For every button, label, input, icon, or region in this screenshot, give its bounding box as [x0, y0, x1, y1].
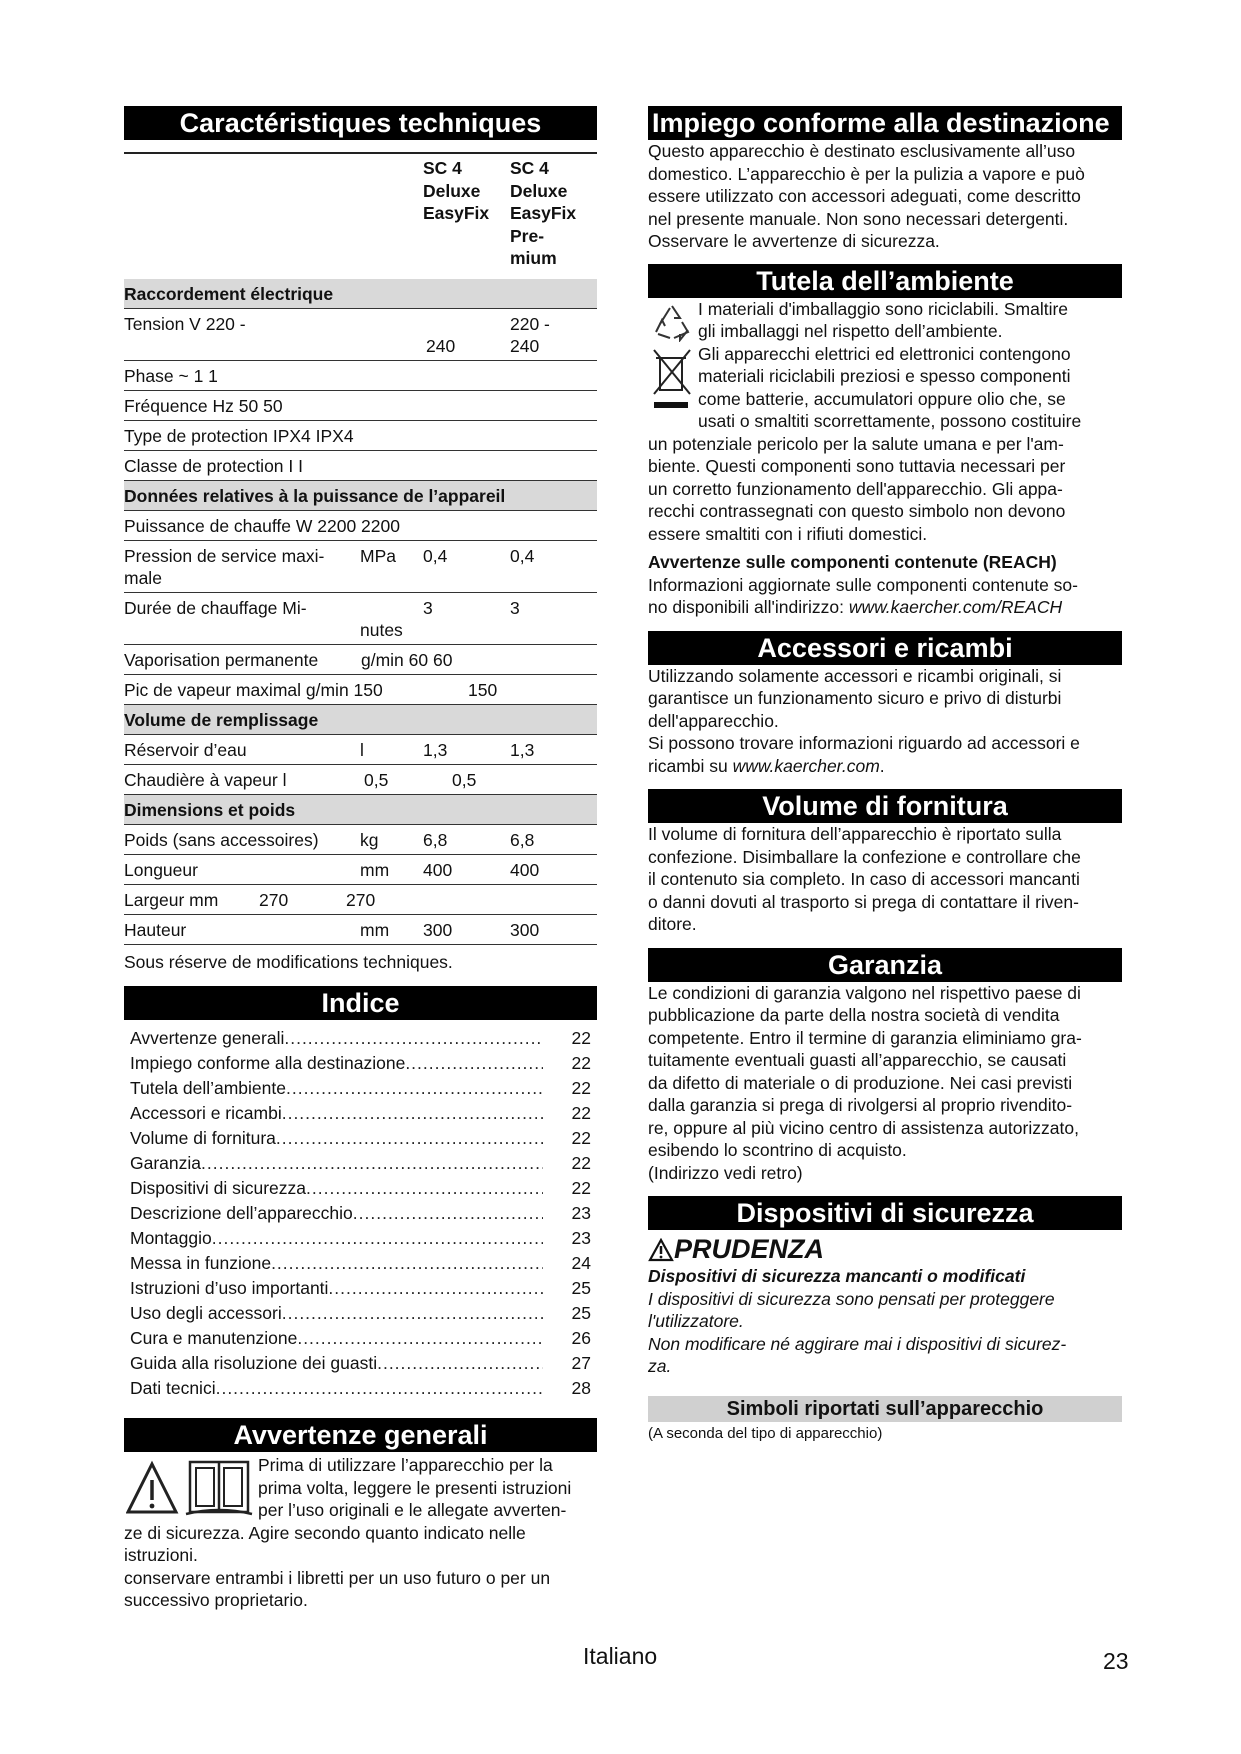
toc-item[interactable]: Descrizione dell’apparecchio ..... 23	[130, 1201, 597, 1226]
specs-table	[124, 152, 597, 945]
dispositivi-title: Dispositivi di sicurezza	[648, 1196, 1122, 1230]
warning-manual-icon	[126, 1458, 256, 1520]
toc-leader	[271, 1251, 543, 1276]
right-column: Impiego conforme alla destinazione Questo apparecchio è destinato esclusivamente all’uso domestico. L’apparecchio è per la pulizia a vapore e può essere utilizzato con accessori adeguati, come descritto nel presente manuale. Non sono necessari detergenti. Osservare le avvertenze di sicurezza. Tutela dell’ambiente I materiali d'imballaggio sono riciclabili. Smaltire gli imballaggi nel rispetto dell’ambiente. Gli apparecchi elettrici ed elettronici contengono materiali riciclabili preziosi e spesso componenti come batterie, accumulatori oppure olio che, se usati o smaltiti scorrettamente, possono costituire un potenziale pericolo per la salute umana e per l'am- biente. Questi componenti sono tuttavia necessari per un corretto funzionamento dell'apparecchio. Gli appa- recchi contrassegnati con questo simbolo non devono essere smaltiti con i rifiuti domestici. Avvertenze sulle componenti contenute (REACH) Informazioni aggiornate sulle componenti contenute so- no disponibili all'indirizzo: www.kaercher.com/REACH Accessori e ricambi Utilizzando solamente accessori e ricambi originali, si garantisce un funzionamento sicuro e privo di disturbi dell'apparecchio. Si possono trovare informazioni riguardo ad accessori e ricambi su www.kaercher.com. Volume di fornitura Il volume di fornitura dell’apparecchio è riportato sulla confezione. Disimballare la confezione e controllare che il contenuto sia completo. In caso di accessori mancanti o danni dovuti al trasporto si prega di contattare il riven- ditore. Garanzia Le condizioni di garanzia valgono nel rispettivo paese di pubblicazione da parte della nostra società di vendita competente. Entro il termine di garanzia eliminiamo gra- tuitamente eventuali guasti all’apparecchio, se causati da difetto di materiale o di produzione. Nei casi previsti dalla garanzia si prega di rivolgersi al proprio rivendito- re, oppure al più vicino centro di assistenza autorizzato, esibendo lo scontrino di acquisto. (Indirizzo vedi retro) Dispositivi di sicurezza PRUDENZA Dispositivi di sicurezza mancanti o modificati I dispositivi di sicurezza sono pensati per proteggere l'utilizzatore. Non modificare né aggirare mai i dispositivi di sicurez- za. Simboli riportati sull’apparecchio (A seconda del tipo di apparecchio)	[648, 106, 1122, 1444]
left-column	[124, 106, 597, 1612]
avvertenze-title: Avvertenze generali	[124, 1418, 597, 1452]
disp-text: I dispositivi di sicurezza sono pensati per proteggere l'utilizzatore. Non modificare né aggirare mai i dispositivi di sicurez- za.	[648, 1288, 1067, 1376]
row-duree: Durée de chauffage Mi- 3 3 nutes	[124, 593, 597, 645]
specs-note: Sous réserve de modifications techniques.	[124, 952, 453, 972]
toc-item[interactable]: Montaggio ..... 23	[130, 1226, 597, 1251]
garanzia-text: Le condizioni di garanzia valgono nel rispettivo paese di pubblicazione da parte della nostra società di vendita competente. Entro il termine di garanzia eliminiamo gra- tuitamente eventuali guasti all’apparecchio, se causati da difetto di materiale o di produzione. Nei casi previsti dalla garanzia si prega di rivolgersi al proprio rivendito- re, oppure al più vicino centro di assistenza autorizzato, esibendo lo scontrino di acquisto. (Indirizzo vedi retro)	[648, 982, 1082, 1183]
toc-leader	[276, 1126, 543, 1151]
caution-icon	[648, 1238, 674, 1262]
row-puissance: Puissance de chauffe W 2200 2200	[124, 511, 597, 541]
row-frequence: Fréquence Hz 50 50	[124, 391, 597, 421]
toc-leader	[297, 1326, 543, 1351]
toc-item[interactable]: Tutela dell’ambiente ..... 22	[130, 1076, 597, 1101]
toc-item[interactable]: Dispositivi di sicurezza ..... 22	[130, 1176, 597, 1201]
toc-item[interactable]: Messa in funzione ..... 24	[130, 1251, 597, 1276]
row-pic: Pic de vapeur maximal g/min 150 150	[124, 675, 597, 705]
row-reservoir: Réservoir d’eau l 1,3 1,3	[124, 735, 597, 765]
toc-leader	[353, 1201, 543, 1226]
specs-table-header	[124, 154, 597, 279]
toc-leader	[201, 1151, 543, 1176]
simboli-title: Simboli riportati sull’apparecchio	[648, 1396, 1122, 1422]
row-phase: Phase ~ 1 1	[124, 361, 597, 391]
row-chaudiere: Chaudière à vapeur l 0,5 0,5	[124, 765, 597, 795]
table-of-contents	[130, 1026, 597, 1401]
row-longueur: Longueur mm 400 400	[124, 855, 597, 885]
toc-item[interactable]: Impiego conforme alla destinazione ..... 22	[130, 1051, 597, 1076]
toc-item[interactable]: Istruzioni d’uso importanti ..... 25	[130, 1276, 597, 1301]
toc-leader	[212, 1226, 543, 1251]
footer-language: Italiano	[583, 1643, 658, 1669]
toc-item[interactable]: Garanzia ..... 22	[130, 1151, 597, 1176]
toc-leader	[405, 1051, 543, 1076]
row-pression: Pression de service maxi- male MPa 0,4 0,4	[124, 541, 597, 593]
section-dims: Dimensions et poids	[124, 795, 597, 825]
tutela-title: Tutela dell’ambiente	[648, 264, 1122, 298]
row-vaporisation: Vaporisation permanente g/min 60 60	[124, 645, 597, 675]
toc-leader	[286, 1076, 543, 1101]
toc-item[interactable]: Cura e manutenzione ..... 26	[130, 1326, 597, 1351]
recycle-icon	[650, 302, 694, 342]
volume-text: Il volume di fornitura dell’apparecchio è riportato sulla confezione. Disimballare la confezione e controllare che il contenuto sia completo. In caso di accessori mancanti o danni dovuti al trasporto si prega di contattare il riven- ditore.	[648, 824, 1081, 934]
row-hauteur: Hauteur mm 300 300	[124, 915, 597, 945]
volume-title: Volume di fornitura	[648, 789, 1122, 823]
accessori-title: Accessori e ricambi	[648, 631, 1122, 665]
section-power: Données relatives à la puissance de l’appareil	[124, 481, 597, 511]
toc-leader	[216, 1376, 543, 1401]
toc-leader	[306, 1176, 543, 1201]
kaercher-link[interactable]: www.kaercher.com	[732, 755, 880, 776]
garanzia-title: Garanzia	[648, 948, 1122, 982]
row-largeur: Largeur mm 270 270	[124, 885, 597, 915]
col1-header: SC 4 Deluxe EasyFix	[423, 158, 490, 223]
impiego-text: Questo apparecchio è destinato esclusivamente all’uso domestico. L’apparecchio è per la pulizia a vapore e può essere utilizzato con accessori adeguati, come descritto nel presente manuale. Non sono necessari detergenti. Osservare le avvertenze di sicurezza.	[648, 141, 1085, 251]
col2-header: SC 4 Deluxe EasyFix Pre- mium	[510, 158, 577, 268]
toc-leader	[377, 1351, 543, 1376]
avvertenze-block: Prima di utilizzare l’apparecchio per la prima volta, leggere le presenti istruzioni per l’uso originali e le allegate avverten- ze di sicurezza. Agire secondo quanto indicato nelle istruzioni. conservare entrambi i libretti per un uso futuro o per un successivo proprietario.	[124, 1455, 572, 1610]
toc-leader	[328, 1276, 543, 1301]
indice-title: Indice	[124, 986, 597, 1020]
page-number: 23	[1103, 1648, 1129, 1674]
section-volume: Volume de remplissage	[124, 705, 597, 735]
toc-item[interactable]: Volume di fornitura ..... 22	[130, 1126, 597, 1151]
toc-leader	[282, 1101, 543, 1126]
reach-link[interactable]: www.kaercher.com/REACH	[848, 597, 1063, 617]
accessori-text: Utilizzando solamente accessori e ricambi originali, si garantisce un funzionamento sicuro e privo di disturbi dell'apparecchio. Si possono trovare informazioni riguardo ad accessori e ricambi su www.kaercher.com.	[648, 665, 1080, 776]
section-electric: Raccordement électrique	[124, 279, 597, 309]
reach-title: Avvertenze sulle componenti contenute (REACH)	[648, 552, 1057, 572]
simboli-note: (A seconda del tipo di apparecchio)	[648, 1424, 883, 1442]
prudenza-heading: PRUDENZA	[648, 1234, 1122, 1265]
toc-item[interactable]: Uso degli accessori ..... 25	[130, 1301, 597, 1326]
toc-item[interactable]: Dati tecnici ..... 28	[130, 1376, 597, 1401]
toc-item[interactable]: Avvertenze generali ..... 22	[130, 1026, 597, 1051]
specs-title: Caractéristiques techniques	[124, 106, 597, 140]
row-classe-protection: Classe de protection I I	[124, 451, 597, 481]
disp-sub: Dispositivi di sicurezza mancanti o modificati	[648, 1266, 1026, 1286]
toc-leader	[282, 1301, 543, 1326]
crossed-bin-icon	[652, 348, 692, 410]
row-tension: Tension V 220 - 220 - 240 240	[124, 309, 597, 361]
toc-item[interactable]: Accessori e ricambi ..... 22	[130, 1101, 597, 1126]
toc-leader	[284, 1026, 543, 1051]
toc-item[interactable]: Guida alla risoluzione dei guasti ..... 27	[130, 1351, 597, 1376]
row-type-protection: Type de protection IPX4 IPX4	[124, 421, 597, 451]
row-poids: Poids (sans accessoires) kg 6,8 6,8	[124, 825, 597, 855]
impiego-title: Impiego conforme alla destinazione	[648, 106, 1122, 140]
reach-url-line: no disponibili all'indirizzo: www.kaercher.com/REACH	[648, 597, 1063, 617]
tutela-block: I materiali d'imballaggio sono riciclabili. Smaltire gli imballaggi nel rispetto dell’ambiente. Gli apparecchi elettrici ed elettronici contengono materiali riciclabili preziosi e spesso componenti come batterie, accumulatori oppure olio che, se usati o smaltiti scorrettamente, possono costituire un potenziale pericolo per la salute umana e per l'am- biente. Questi componenti sono tuttavia necessari per un corretto funzionamento dell'apparecchio. Gli appa- recchi contrassegnati con questo simbolo non devono essere smaltiti con i rifiuti domestici.	[648, 298, 1082, 544]
